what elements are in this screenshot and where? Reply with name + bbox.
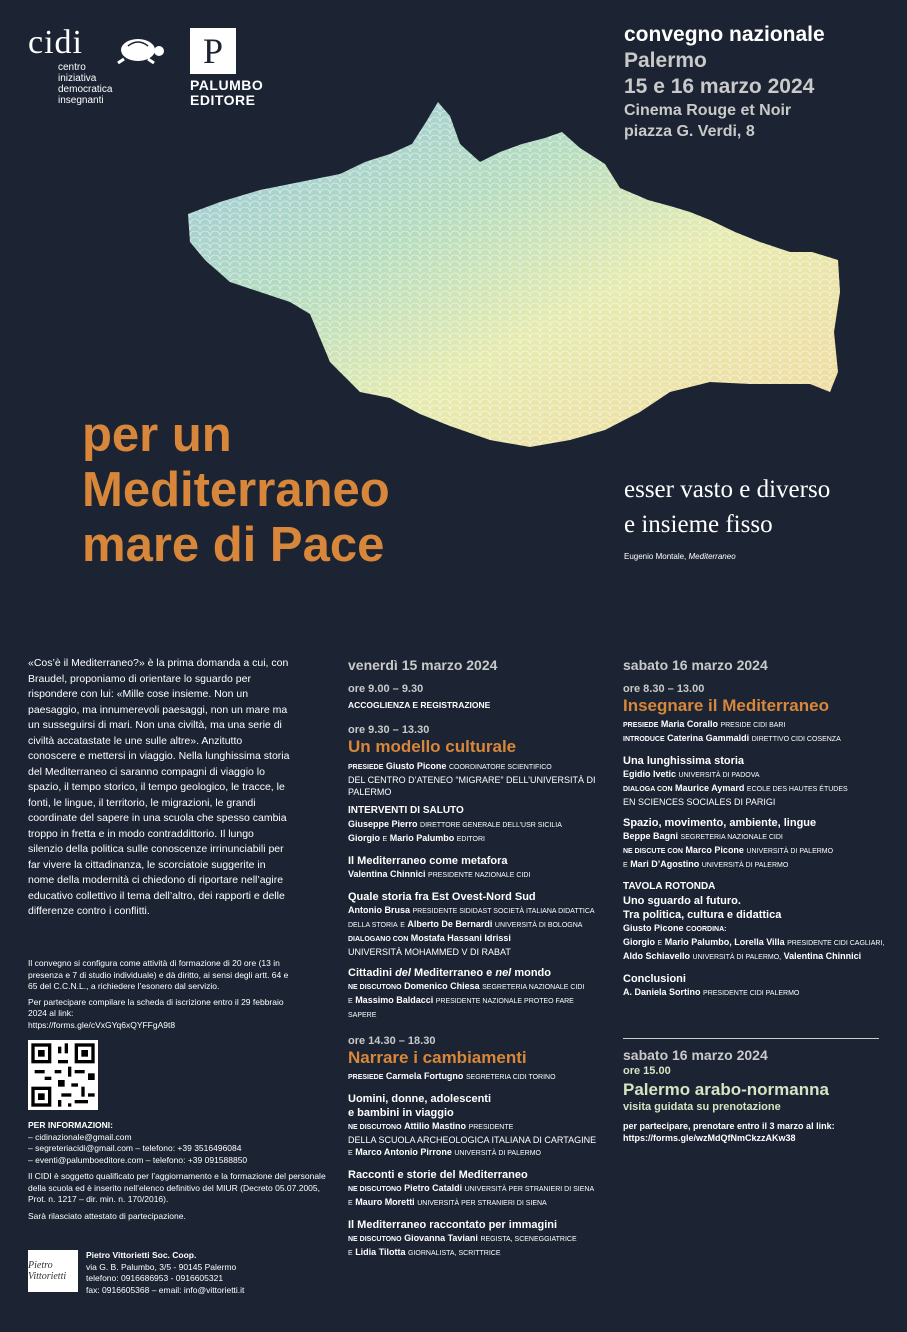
conjunction: E (382, 836, 388, 843)
palumbo-mark: P (190, 28, 236, 74)
speaker: Giuseppe Pierro (348, 819, 418, 829)
training-register: Per partecipare compilare la scheda di iscrizione entro il 29 febbraio 2024 al link: (28, 996, 284, 1018)
conjunction: E (348, 998, 353, 1005)
speaker: Giovanna Taviani (404, 1233, 478, 1243)
role: INTRODUCE (623, 736, 665, 743)
role: NE DISCUTONO (348, 1236, 402, 1243)
palumbo-line: EDITORE (190, 92, 256, 108)
contact-events[interactable]: – eventi@palumboeditore.com – telefono: +39 091588850 (28, 1154, 248, 1165)
intro-text: «Cos’è il Mediterraneo?» è la prima domanda a cui, con Braudel, proponiamo di orientare lo sguardo per rispondere con lui: «Mille cose insieme. Non un paesaggio, ma innumerevoli paesaggi, non un mare ma un susseguirsi di mari. Non una civiltà, ma una serie di civiltà accatastate le une sulle altre». Anzitutto conoscere e mettersi in viaggio. Nella lunghissima storia del Mediterraneo ci saranno compagni di viaggio lo spazio, il tempo storico, il tempo geologico, le tracce, le fonti, le lingue, il territorio, le migrazioni, le grandi coordinate del sapere in una scuola che spesso cambia troppo in fretta e in modo contraddittorio. Il lungo silenzio della politica sulle conoscenze irrinunciabili per far vivere la cittadinanza, le scorciatoie suggerite in nome della modernità ci chiedono di riportare nell’agire educativo collettivo il tema dell’altro, dei rapporti e delle differenze contro i conflitti. (28, 657, 290, 917)
friday-time-1: ore 9.00 – 9.30 (348, 683, 424, 695)
tour-date: sabato 16 marzo 2024 (623, 1047, 768, 1063)
palumbo-line: PALUMBO (190, 77, 264, 93)
speaker: Giorgio (623, 937, 655, 947)
event-city: Palermo (624, 49, 707, 72)
talk-title: Tra politica, cultura e didattica (623, 909, 782, 921)
speaker: Giorgio (348, 833, 380, 843)
event-dates: 15 e 16 marzo 2024 (624, 75, 815, 98)
cidi-logo (28, 24, 113, 106)
talk-title: Spazio, movimento, ambiente, lingue (623, 817, 817, 829)
talk-title-part: mondo (514, 967, 551, 979)
cidi-sub-line: insegnanti (58, 95, 104, 106)
printer-phone: telefono: 0916686953 - 0916605321 (86, 1273, 224, 1283)
affiliation: ECOLE DES HAUTES ÉTUDES (746, 786, 848, 793)
qr-code[interactable] (28, 1040, 98, 1110)
mediterranean-map (150, 92, 850, 462)
talk-title: Uomini, donne, adolescenti (348, 1093, 492, 1105)
affiliation: PRESIDENTE SIDIDAST SOCIETÀ ITALIANA DIDATTICA (412, 908, 595, 915)
contact-secretary[interactable]: – segreteriacidi@gmail.com – telefono: +39 3516496084 (28, 1143, 242, 1153)
role: NE DISCUTONO (348, 1186, 402, 1193)
speaker: Lidia Tilotta (355, 1247, 406, 1257)
talk-title: Una lunghissima storia (623, 755, 745, 767)
cidi-sub-line: iniziativa (58, 73, 97, 84)
speaker: Pietro Cataldi (404, 1183, 463, 1193)
affiliation: PRESIDENTE NAZIONALE PROTEO FARE SAPERE (348, 998, 574, 1019)
friday-program (348, 656, 598, 1260)
talk-title: Racconti e storie del Mediterraneo (348, 1169, 528, 1181)
talk-title: e bambini in viaggio (348, 1107, 454, 1119)
conjunction: E (623, 862, 628, 869)
contact-info (28, 1120, 328, 1222)
talk-title: Quale storia fra Est Ovest-Nord Sud (348, 891, 536, 903)
conjunction: E (348, 1250, 353, 1257)
affiliation: UNIVERSITÀ PER STRANIERI DI SIENA (464, 1186, 595, 1193)
affiliation: PRESIDENTE CIDI CAGLIARI, (787, 940, 885, 947)
affiliation: PRESIDENTE NAZIONALE CIDI (428, 872, 531, 879)
contact-email[interactable]: – cidinazionale@gmail.com (28, 1131, 132, 1142)
tour-subtitle: visita guidata su prenotazione (623, 1101, 781, 1113)
speaker: Massimo Baldacci (355, 995, 434, 1005)
session-title: Narrare i cambiamenti (348, 1048, 527, 1067)
role: PRESIEDE (623, 722, 659, 729)
affiliation: SEGRETERIA NAZIONALE CIDI (482, 984, 585, 991)
speaker: Attilio Mastino (404, 1121, 467, 1131)
speaker: A. Daniela Sortino (623, 987, 701, 997)
affiliation: EN SCIENCES SOCIALES DI PARIGI (623, 797, 776, 807)
affiliation: DELLA STORIA (348, 922, 398, 929)
affiliation: PRESIDE CIDI BARI (720, 722, 786, 729)
talk-title: Conclusioni (623, 973, 686, 985)
talk-title: Il Mediterraneo come metafora (348, 855, 508, 867)
role: NE DISCUTONO (348, 984, 402, 991)
affiliation: DEL CENTRO D’ATENEO “MIGRARE” DELL’UNIVERSITÀ DI PALERMO (348, 775, 596, 797)
speaker: Egidio Ivetic (623, 769, 677, 779)
speaker: Mostafa Hassani Idrissi (410, 933, 511, 943)
conjunction: E (400, 922, 405, 929)
printer-address: via G. B. Palumbo, 3/5 - 90145 Palermo (86, 1261, 237, 1272)
speaker: Mario Palumbo, Lorella Villa (664, 937, 785, 947)
talk-title: Uno sguardo al futuro. (623, 895, 741, 907)
speaker: Beppe Bagni (623, 831, 679, 841)
talk-title-part: del (395, 967, 411, 979)
tour-booking: per partecipare, prenotare entro il 3 marzo al link: (623, 1121, 835, 1131)
headline-line: per un (82, 408, 232, 462)
affiliation: UNIVERSITÀ PER STRANIERI DI SIENA (417, 1200, 547, 1207)
cidi-wordmark: cidi (28, 24, 83, 61)
role: NE DISCUTONO (348, 1124, 402, 1131)
speaker: Valentina Chinnici (348, 869, 426, 879)
cidi-accreditation: Il CIDI è soggetto qualificato per l’aggiornamento e la formazione del personale della scuola ed è inserito nell’elenco definitivo del MIUR (Decreto 05.07.2005, Prot. n. 1217 – dir. min. n. 170/2016). (28, 1171, 326, 1204)
cidi-sub-line: democratica (58, 84, 113, 95)
speaker: Domenico Chiesa (404, 981, 480, 991)
turtle-icon (114, 34, 166, 64)
conjunction: E (348, 1200, 353, 1207)
affiliation: SEGRETERIA CIDI TORINO (465, 1074, 556, 1081)
printer-fax: fax: 0916605368 – email: info@vittorietti.it (86, 1284, 245, 1295)
role: COORDINA: (686, 926, 727, 933)
affiliation: UNIVERSITÀ DI BOLOGNA (494, 922, 583, 929)
quote-author: Eugenio Montale, (624, 552, 687, 561)
tour-info (623, 1046, 885, 1144)
role: PRESIEDE (348, 764, 384, 771)
quote-work: Mediterraneo (688, 552, 736, 561)
speaker: Giusto Picone (385, 761, 447, 771)
friday-time-3: ore 14.30 – 18.30 (348, 1035, 436, 1047)
speaker: Aldo Schiavello (623, 951, 691, 961)
speaker: Marco Picone (685, 845, 744, 855)
tour-link[interactable]: https://forms.gle/wzMdQfNmCkzzAKw38 (623, 1133, 796, 1143)
conjunction: E (348, 1150, 353, 1157)
role: PRESIEDE (348, 1074, 384, 1081)
cidi-sub-line: centro (58, 62, 86, 73)
affiliation: DELLA SCUOLA ARCHEOLOGICA ITALIANA DI CARTAGINE (348, 1135, 597, 1145)
affiliation: UNIVERSITÀ MOHAMMED V DI RABAT (348, 947, 511, 957)
tour-time: ore 15.00 (623, 1065, 671, 1077)
round-table-label: TAVOLA ROTONDA (623, 881, 716, 892)
speaker: Valentina Chinnici (783, 951, 862, 961)
talk-title-part: nel (495, 967, 512, 979)
speaker: Marco Antonio Pirrone (355, 1147, 452, 1157)
training-link[interactable]: https://forms.gle/cVxGYq6xQYFFgA9t8 (28, 1019, 176, 1030)
headline-line: mare di Pace (82, 518, 385, 572)
greetings-title: INTERVENTI DI SALUTO (348, 805, 464, 816)
session-title: Un modello culturale (348, 737, 517, 756)
affiliation: PRESIDENTE (468, 1124, 514, 1131)
friday-date: venerdì 15 marzo 2024 (348, 657, 498, 673)
saturday-program (623, 656, 885, 1000)
affiliation: PRESIDENTE CIDI PALERMO (703, 990, 800, 997)
affiliation: GIORNALISTA, SCRITTRICE (408, 1250, 501, 1257)
speaker: Maria Corallo (660, 719, 718, 729)
saturday-time-1: ore 8.30 – 13.00 (623, 683, 705, 695)
speaker: Caterina Gammaldi (667, 733, 750, 743)
role: DIALOGA CON (623, 786, 673, 793)
affiliation: DIRETTORE GENERALE DELL’USR SICILIA (420, 822, 562, 829)
training-desc: Il convegno si configura come attività di formazione di 20 ore (13 in presenza e 7 di studio individuale) e dà diritto, ai sensi degli artt. 64 e 65 del C.C.N.L., a richiedere l’esonero dal servizio. (28, 958, 289, 991)
event-address: piazza G. Verdi, 8 (624, 123, 755, 140)
quote-source (624, 552, 736, 561)
event-venue: Cinema Rouge et Noir (624, 102, 792, 119)
speaker: Mauro Moretti (355, 1197, 415, 1207)
training-info (28, 958, 290, 1031)
affiliation: UNIVERSITÀ DI PALERMO (701, 862, 789, 869)
speaker: Alberto De Bernardi (407, 919, 493, 929)
conjunction: E (657, 940, 663, 947)
event-label: convegno nazionale (624, 23, 825, 46)
headline (82, 408, 390, 573)
affiliation: DIRETTIVO CIDI COSENZA (751, 736, 841, 743)
talk-title-part: Mediterraneo e (414, 967, 493, 979)
tour-title: Palermo arabo-normanna (623, 1080, 829, 1099)
affiliation: EDITORI (456, 836, 485, 843)
role: DIALOGANO CON (348, 936, 409, 943)
affiliation: REGISTA, SCENEGGIATRICE (480, 1236, 577, 1243)
contact-title: PER INFORMAZIONI: (28, 1120, 113, 1130)
certificate-note: Sarà rilasciato attestato di partecipazione. (28, 1210, 186, 1221)
printer-name: Pietro Vittorietti Soc. Coop. (86, 1250, 197, 1260)
talk-title: Il Mediterraneo raccontato per immagini (348, 1219, 558, 1231)
speaker: Carmela Fortugno (385, 1071, 464, 1081)
affiliation: UNIVERSITÀ DI PALERMO, (692, 954, 782, 961)
speaker: Maurice Aymard (675, 783, 745, 793)
registration: ACCOGLIENZA E REGISTRAZIONE (348, 700, 491, 710)
speaker: Mari D’Agostino (630, 859, 700, 869)
printer-info (28, 1250, 244, 1296)
talk-title-part: Cittadini (348, 967, 392, 979)
affiliation: UNIVERSITÀ DI PADOVA (678, 772, 760, 779)
speaker: Mario Palumbo (389, 833, 455, 843)
quote-line: esser vasto e diverso (624, 476, 831, 503)
headline-line: Mediterraneo (82, 463, 390, 517)
affiliation: UNIVERSITÀ DI PALERMO (454, 1150, 541, 1157)
speaker: Antonio Brusa (348, 905, 410, 915)
affiliation: UNIVERSITÀ DI PALERMO (746, 848, 834, 855)
affiliation: SEGRETERIA NAZIONALE CIDI (680, 834, 783, 841)
affiliation: COORDINATORE SCIENTIFICO (448, 764, 552, 771)
divider (623, 1038, 879, 1039)
saturday-date: sabato 16 marzo 2024 (623, 657, 768, 673)
session-title: Insegnare il Mediterraneo (623, 696, 829, 715)
speaker: Giusto Picone (623, 923, 684, 933)
quote-line: e insieme fisso (624, 511, 773, 538)
friday-time-2: ore 9.30 – 13.30 (348, 724, 430, 736)
role: NE DISCUTE CON (623, 848, 683, 855)
quote (624, 472, 830, 542)
printer-logo: Pietro Vittorietti (28, 1250, 78, 1292)
